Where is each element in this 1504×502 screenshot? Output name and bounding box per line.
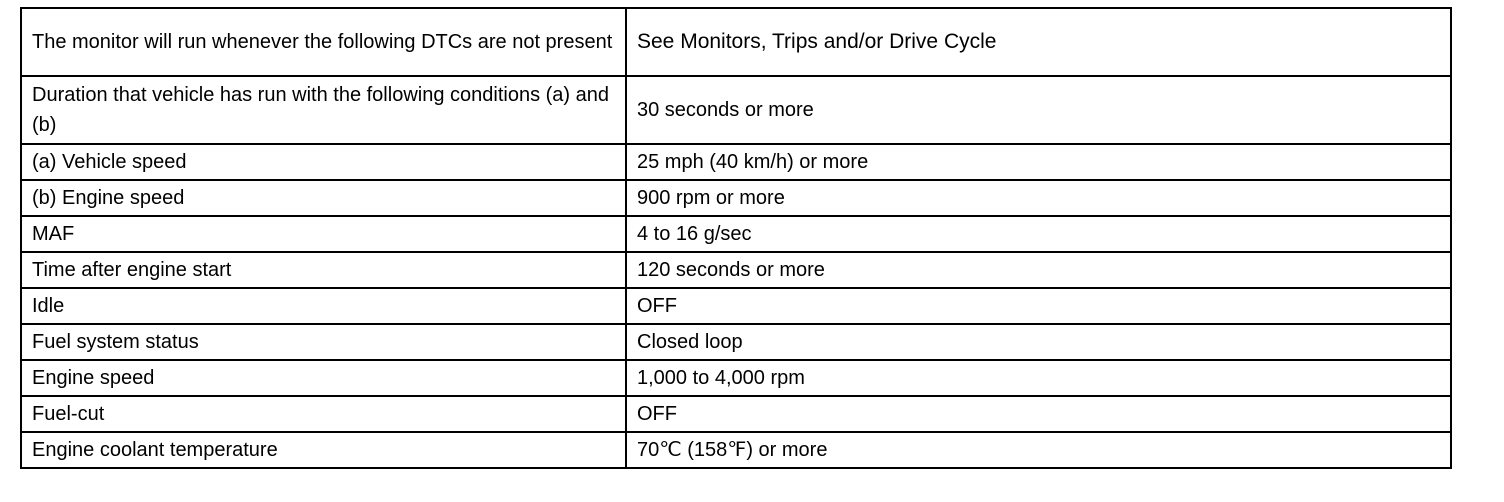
value-cell: Closed loop <box>626 324 1451 360</box>
condition-cell: Engine coolant temperature <box>21 432 626 468</box>
value-cell: 70℃ (158℉) or more <box>626 432 1451 468</box>
table-row <box>21 8 1451 76</box>
table-row <box>21 76 1451 144</box>
condition-cell: Engine speed <box>21 360 626 396</box>
condition-cell: The monitor will run whenever the following DTCs are not present <box>21 8 626 76</box>
value-cell: 900 rpm or more <box>626 180 1451 216</box>
value-cell: 4 to 16 g/sec <box>626 216 1451 252</box>
table-row <box>21 432 1451 468</box>
table-row <box>21 324 1451 360</box>
value-cell: 30 seconds or more <box>626 76 1451 144</box>
conditions-table-container <box>20 7 1450 469</box>
condition-cell: Duration that vehicle has run with the following conditions (a) and (b) <box>21 76 626 144</box>
table-row <box>21 252 1451 288</box>
value-cell: 1,000 to 4,000 rpm <box>626 360 1451 396</box>
condition-cell: Fuel system status <box>21 324 626 360</box>
condition-cell: (b) Engine speed <box>21 180 626 216</box>
value-cell: 120 seconds or more <box>626 252 1451 288</box>
table-row <box>21 216 1451 252</box>
table-row <box>21 144 1451 180</box>
condition-cell: Time after engine start <box>21 252 626 288</box>
table-row <box>21 360 1451 396</box>
table-row <box>21 180 1451 216</box>
condition-cell: Idle <box>21 288 626 324</box>
condition-cell: (a) Vehicle speed <box>21 144 626 180</box>
value-cell: OFF <box>626 396 1451 432</box>
value-cell: 25 mph (40 km/h) or more <box>626 144 1451 180</box>
monitor-conditions-table <box>20 7 1452 469</box>
table-row <box>21 288 1451 324</box>
table-row <box>21 396 1451 432</box>
value-cell: OFF <box>626 288 1451 324</box>
condition-cell: Fuel-cut <box>21 396 626 432</box>
value-cell: See Monitors, Trips and/or Drive Cycle <box>626 8 1451 76</box>
condition-cell: MAF <box>21 216 626 252</box>
